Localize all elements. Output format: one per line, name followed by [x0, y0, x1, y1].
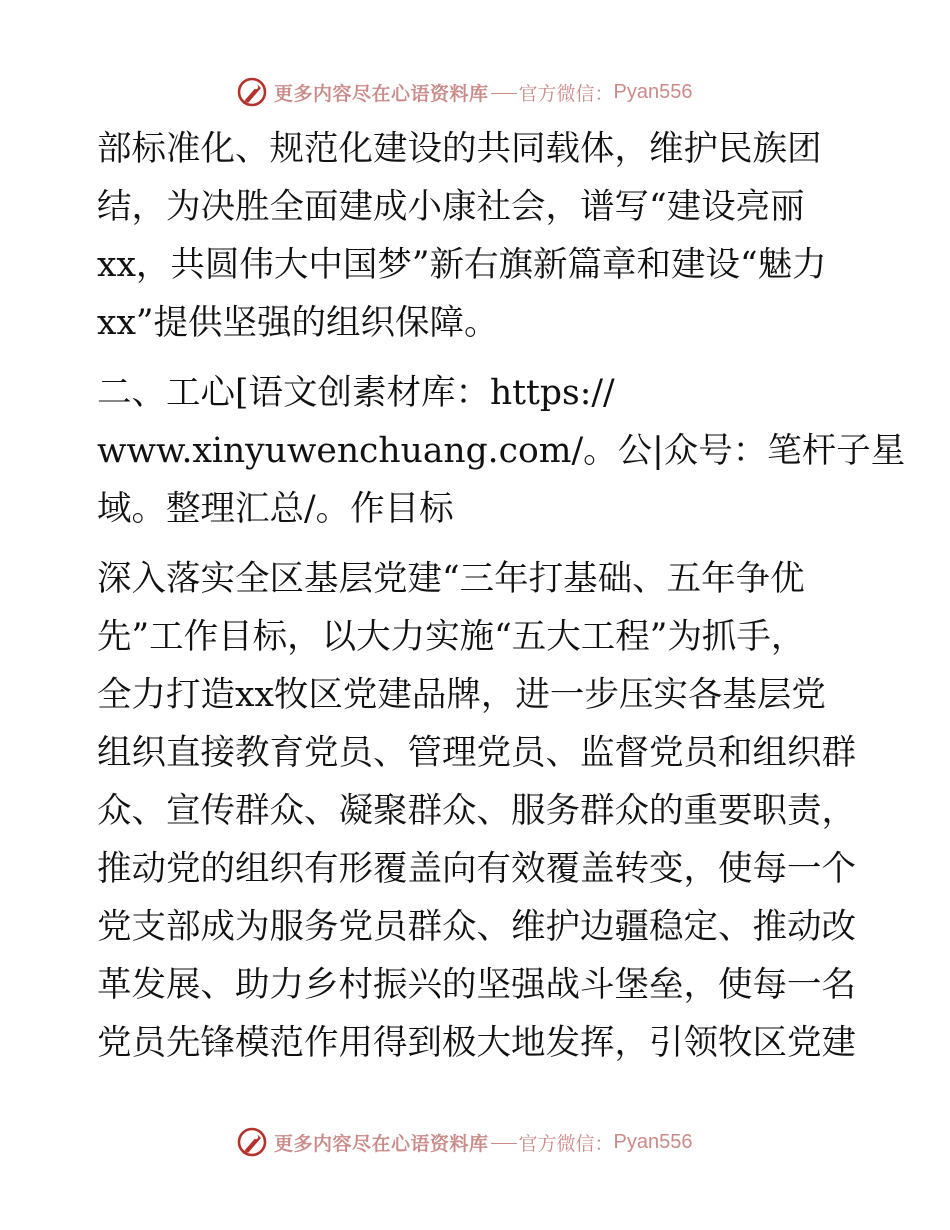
paragraph-1 [97, 120, 887, 352]
text-line: 全力打造xx牧区党建品牌，进一步压实各基层党 [97, 675, 826, 715]
text-line: 部标准化、规范化建设的共同载体，维护民族团 [97, 129, 822, 169]
watermark-label: 官方微信： [518, 82, 614, 105]
text-line: 结，为决胜全面建成小康社会，谱写“建设亮丽 [97, 187, 805, 227]
watermark-label: 官方微信： [518, 1132, 614, 1155]
watermark-divider [491, 1143, 517, 1144]
text-line: xx”提供坚强的组织保障。 [97, 303, 499, 343]
watermark-text: 更多内容尽在心语资料库 [274, 82, 489, 105]
pen-logo-icon [236, 76, 268, 108]
text-line: 众、宣传群众、凝聚群众、服务群众的重要职责， [97, 791, 856, 831]
pen-logo-icon [236, 1126, 268, 1158]
paragraph-3 [97, 550, 887, 1072]
text-line: 革发展、助力乡村振兴的坚强战斗堡垒，使每一名 [97, 965, 856, 1005]
watermark-text: 更多内容尽在心语资料库 [274, 1132, 489, 1155]
watermark-wechat-id: Pyan556 [613, 1130, 693, 1153]
text-line: www.xinyuwenchuang.com/。公|众号：笔杆子星 [97, 431, 906, 471]
text-line: 推动党的组织有形覆盖向有效覆盖转变，使每一个 [97, 849, 856, 889]
text-line: 先”工作目标，以大力实施“五大工程”为抓手， [97, 617, 806, 657]
text-line: 域。整理汇总/。作目标 [97, 489, 454, 529]
text-line: 党员先锋模范作用得到极大地发挥，引领牧区党建 [97, 1023, 856, 1063]
document-body [97, 120, 906, 1084]
watermark-wechat-id: Pyan556 [613, 80, 693, 103]
text-line: 党支部成为服务党员群众、维护边疆稳定、推动改 [97, 907, 856, 947]
section-heading-line: 二、工心[语文创素材库：https:// [97, 373, 615, 413]
text-line: xx，共圆伟大中国梦”新右旗新篇章和建设“魅力 [97, 245, 827, 285]
footer-watermark [236, 1122, 736, 1162]
text-line: 深入落实全区基层党建“三年打基础、五年争优 [97, 559, 805, 599]
text-line: 组织直接教育党员、管理党员、监督党员和组织群 [97, 733, 856, 773]
header-watermark [236, 72, 736, 112]
paragraph-2-section-heading [97, 364, 906, 538]
watermark-divider [491, 93, 517, 94]
